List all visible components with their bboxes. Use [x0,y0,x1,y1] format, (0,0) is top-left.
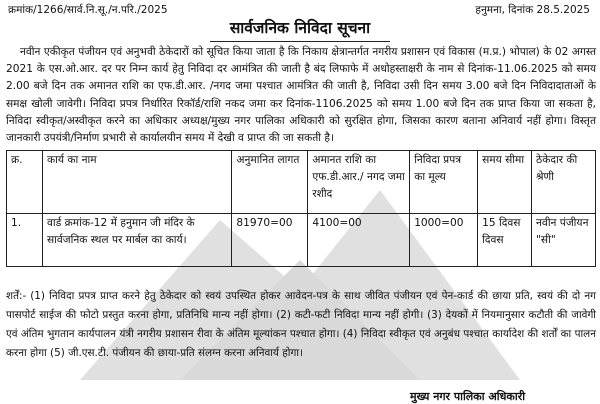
reference-number: क्रमांक/1266/सार्व.नि.सू./न.परि./2025 [8,4,168,16]
title-underline [210,41,390,42]
conditions-label: शर्तें:- [6,290,27,302]
table-row [7,214,596,267]
column-header-estimated-cost: अनुमानित लागत [232,151,308,214]
cell-deposit: 4100=00 [308,214,410,267]
column-header-time-limit: समय सीमा [478,151,532,214]
column-header-work-name: कार्य का नाम [42,151,231,214]
place-date: हनुमना, दिनांक 28.5.2025 [475,4,590,16]
notice-title: सार्वजनिक निविदा सूचना [229,19,371,37]
table-header-row [7,151,596,214]
conditions-text: (1) निविदा प्रपत्र प्राप्त करने हेतु ठेकेदार को स्वयं उपस्थित होकर आवेदन-पत्र के साथ जीवित पंजीयन एवं पेन-कार्ड की छाया प्रति, स्वयं की दो नग पासपोर्ट साईज की फोटो प्रस्तुत करना होगा, प्रतिनिधि मान्य नहीं होगा। (2) कटी-फटी निविदा मान्य नहीं होगी। (3) देयकों में नियमानुसार कटौती की जावेगी एवं अंतिम भुगतान कार्यपालन यंत्री नगरीय प्रशासन रीवा के अंतिम मूल्यांकन पश्चात होगा। (4) निविदा स्वीकृत एवं अनुबंध पश्चात कार्यादेश की शर्तों का पालन करना होगा (5) जी.एस.टी. पंजीयन की छाया-प्रति संलग्न करना अनिवार्य होगा। [6,290,596,359]
notice-body: नवीन एकीकृत पंजीयन एवं अनुभवी ठेकेदारों को सूचित किया जाता है कि निकाय क्षेत्रान्तर्गत नगरीय प्रशासन एवं विकास (म.प्र.) भोपाल) के 02 अगस्त 2021 के एस.ओ.आर. दर पर निम्न कार्य हेतु निविदा दर आमंत्रित की जाती है बंद लिफाफे में अधोहस्ताक्षरी के नाम से दिनांक-11.06.2025 को समय 2.00 बजे दिन तक अमानत राशि का एफ.डी.आर. /नगद जमा पश्चात आमंत्रित की जाती है, निविदा उसी दिन समय 3.00 बजे दिन निविदादाताओं के समक्ष खोली जावेगी। निविदा प्रपत्र निर्धारित रिकॉर्ड/राशि नकद जमा कर दिनांक-1106.2025 को समय 1.00 बजे दिन तक प्राप्त किया जा सकता है, निविदा स्वीकृत/अस्वीकृत करने का अधिकार अध्यक्ष/मुख्य नगर पालिका अधिकारी को सुरक्षित होगा, जिसका कारण बताना अनिवार्य नहीं होगा। विस्तृत जानकारी उपयंत्री/निर्माण प्रभारी से कार्यालयीन समय में देखी व प्राप्त की जा सकती है। [6,46,596,145]
cell-contractor-class: नवीन पंजीयन "सी" [532,214,596,267]
cell-work-name: वार्ड क्रमांक-12 में हनुमान जी मंदिर के सार्वजनिक स्थल पर मार्बल का कार्य। [42,214,231,267]
conditions-section [6,287,596,363]
column-header-form-price: निविदा प्रपत्र का मूल्य [410,151,478,214]
column-header-serial: क्र. [7,151,43,214]
signature-title: मुख्य नगर पालिका अधिकारी [410,390,526,403]
cell-form-price: 1000=00 [410,214,478,267]
cell-estimated-cost: 81970=00 [232,214,308,267]
tender-table [6,150,596,267]
cell-time-limit: 15 दिवस दिवस [478,214,532,267]
cell-serial: 1. [7,214,43,267]
column-header-contractor-class: ठेकेदार की श्रेणी [532,151,596,214]
column-header-deposit: अमानत राशि का एफ.डी.आर./ नगद जमा रशीद [308,151,410,214]
